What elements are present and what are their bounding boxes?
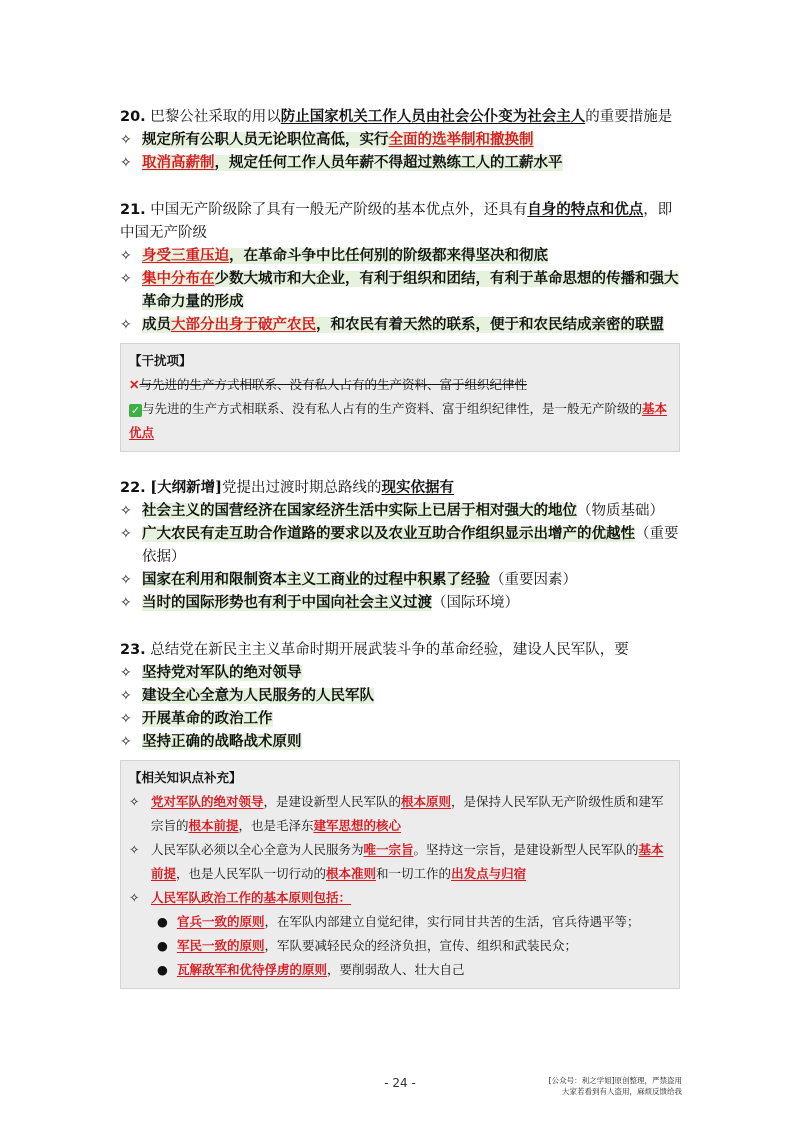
diamond-icon: ✧	[120, 155, 132, 171]
diamond-icon: ✧	[120, 503, 132, 519]
diamond-icon: ✧	[129, 890, 140, 905]
diamond-icon: ✧	[120, 572, 132, 588]
question-23: 23. 总结党在新民主主义革命时期开展武装斗争的革命经验，建设人民军队，要	[120, 642, 629, 658]
list-item: ✧ 集中分布在少数大城市和大企业，有利于组织和团结，有利于革命思想的传播和强大革命力量的形成	[120, 268, 680, 314]
copyright-note: [公众号：利之学姐]原创整理，严禁盗用 大家若看到有人盗用，麻烦反馈给我	[548, 1076, 682, 1096]
supplement-point: ✧ 人民军队必须以全心全意为人民服务为唯一宗旨。坚持这一宗旨，是建设新型人民军队的基本前提，也是人民军队一切行动的根本准则和一切工作的出发点与归宿	[129, 838, 671, 886]
bullet-item: ● 军民一致的原则，军队要减轻民众的经济负担，宣传、组织和武装民众；	[129, 934, 671, 958]
page-content	[120, 96, 680, 989]
list-item: ✧ 广大农民有走互助合作道路的要求以及农业互助合作组织显示出增产的优越性（重要依据）	[120, 523, 680, 569]
list-item: ✧ 建设全心全意为人民服务的人民军队	[120, 685, 680, 708]
check-icon: ✓	[130, 404, 141, 417]
diamond-icon: ✧	[129, 842, 140, 857]
diamond-icon: ✧	[120, 734, 132, 750]
bullet-item: ● 瓦解敌军和优待俘虏的原则，要削弱敌人、壮大自己	[129, 958, 671, 982]
diamond-icon: ✧	[120, 132, 132, 148]
list-item: ✧ 取消高薪制，规定任何工作人员年薪不得超过熟练工人的工薪水平	[120, 152, 680, 175]
diamond-icon: ✧	[120, 317, 132, 333]
list-item: ✧ 身受三重压迫，在革命斗争中比任何别的阶级都来得坚决和彻底	[120, 245, 680, 268]
bullet-dot-icon: ●	[157, 962, 168, 977]
diamond-icon: ✧	[120, 711, 132, 727]
key-phrase: 现实依据有	[381, 480, 455, 496]
wrong-statement: ✕与先进的生产方式相联系、没有私人占有的生产资料、富于组织纪律性	[129, 377, 527, 392]
bullet-dot-icon: ●	[157, 938, 168, 953]
diamond-icon: ✧	[120, 688, 132, 704]
list-item: ✧ 坚持党对军队的绝对领导	[120, 662, 680, 685]
box-title: 【相关知识点补充】	[129, 770, 242, 785]
list-item: ✧ 社会主义的国营经济在国家经济生活中实际上已居于相对强大的地位（物质基础）	[120, 500, 680, 523]
key-phrase: 防止国家机关工作人员由社会公仆变为社会主人	[280, 109, 586, 125]
list-item: ✧ 当时的国际形势也有利于中国向社会主义过渡（国际环境）	[120, 592, 680, 615]
bullet-dot-icon: ●	[157, 914, 168, 929]
diamond-icon: ✧	[120, 271, 132, 287]
supplement-point: ✧ 党对军队的绝对领导，是建设新型人民军队的根本原则，是保持人民军队无产阶级性质和建军宗旨的根本前提，也是毛泽东建军思想的核心	[129, 790, 671, 838]
distractor-box	[120, 343, 680, 452]
key-phrase: 自身的特点和优点	[527, 202, 644, 218]
bullet-item: ● 官兵一致的原则，在军队内部建立自觉纪律，实行同甘共苦的生活，官兵待遇平等；	[129, 910, 671, 934]
right-statement: ✓ 与先进的生产方式相联系、没有私人占有的生产资料、富于组织纪律性，是一般无产阶级的基本优点	[129, 401, 668, 440]
diamond-icon: ✧	[120, 248, 132, 264]
cross-icon: ✕	[129, 377, 140, 392]
list-item: ✧ 成员大部分出身于破产农民，和农民有着天然的联系，便于和农民结成亲密的联盟	[120, 314, 680, 337]
syllabus-tag: [大纲新增]	[150, 479, 223, 496]
page-number: - 24 -	[384, 1076, 416, 1090]
diamond-icon: ✧	[120, 526, 132, 542]
box-title: 【干扰项】	[129, 353, 192, 368]
list-item: ✧ 国家在利用和限制资本主义工商业的过程中积累了经验（重要因素）	[120, 569, 680, 592]
supplement-box	[120, 760, 680, 989]
question-21: 21. 中国无产阶级除了具有一般无产阶级的基本优点外，还具有自身的特点和优点，即中国无产阶级	[120, 202, 673, 241]
question-22: 22. [大纲新增]党提出过渡时期总路线的现实依据有	[120, 479, 455, 496]
list-item: ✧ 坚持正确的战略战术原则	[120, 731, 680, 754]
diamond-icon: ✧	[120, 595, 132, 611]
list-item: ✧ 开展革命的政治工作	[120, 708, 680, 731]
diamond-icon: ✧	[129, 794, 140, 809]
diamond-icon: ✧	[120, 665, 132, 681]
list-item: ✧ 规定所有公职人员无论职位高低，实行全面的选举制和撤换制	[120, 129, 680, 152]
supplement-point: ✧ 人民军队政治工作的基本原则包括：	[129, 886, 671, 910]
question-20: 20. 巴黎公社采取的用以防止国家机关工作人员由社会公仆变为社会主人的重要措施是	[120, 109, 673, 125]
